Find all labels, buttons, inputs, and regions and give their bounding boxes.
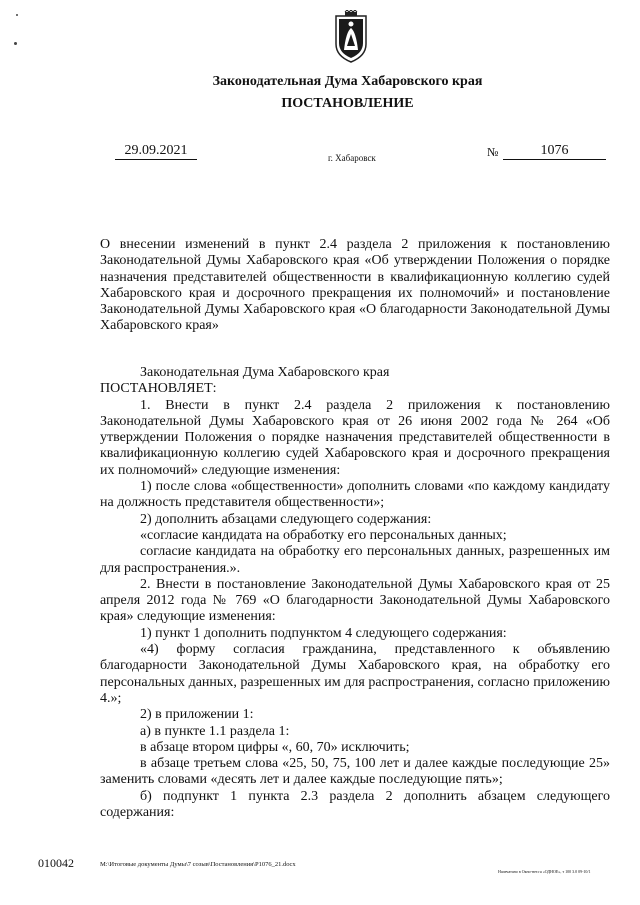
body-paragraph: а) в пункте 1.1 раздела 1: [140, 723, 290, 739]
body-paragraph: 1. Внести в пункт 2.4 раздела 2 приложения к постановлению Законодательной Думы Хабаровского края от 26 июня 2002 года № 264 «Об утверждении Положения о порядке назначения представителей общественности в квалификационную коллегию судей Хабаровского края и досрочного прекращения их полномочий» следующие изменения: [100, 397, 610, 478]
document-date: 29.09.2021 [115, 142, 197, 160]
document-title [100, 237, 610, 335]
footer-code: 010042 [38, 856, 74, 870]
footer-print-stamp: Напечатано в Окно-нет.ru «ОДНОЕ», т 100 3.0 09-10/1 [498, 869, 591, 874]
body-paragraph: 2. Внести в постановление Законодательной Думы Хабаровского края от 25 апреля 2012 года № 769 «О благодарности Законодательной Думы Хабаровского края» следующие изменения: [100, 576, 610, 625]
footer-file-path: M:\Итоговые документы Думы\7 созыв\Постановления\P1076_21.docx [100, 861, 296, 868]
body-paragraph: в абзаце третьем слова «25, 50, 75, 100 лет и далее каждые последующие 25» заменить словами «десять лет и далее каждые последующие пять»; [100, 756, 610, 788]
document-number: 1076 [503, 142, 606, 160]
document-body [100, 365, 610, 821]
document-city: г. Хабаровск [328, 153, 376, 163]
scan-speck [14, 42, 17, 45]
body-paragraph: согласие кандидата на обработку его персональных данных, разрешенных им для распространения.». [100, 544, 610, 576]
body-paragraph: 1) после слова «общественности» дополнить словами «по каждому кандидату на должность представителя общественности»; [100, 479, 610, 511]
coat-of-arms-emblem [330, 10, 372, 64]
number-label: № [487, 145, 499, 159]
body-paragraph: в абзаце втором цифры «, 60, 70» исключить; [140, 739, 410, 755]
organization-name: Законодательная Дума Хабаровского края [212, 74, 483, 89]
body-paragraph: ПОСТАНОВЛЯЕТ: [100, 381, 217, 397]
title-paragraph: О внесении изменений в пункт 2.4 раздела 2 приложения к постановлению Законодательной Думы Хабаровского края «Об утверждении Положения о порядке назначения представителей общественности в квалификационную коллегию судей Хабаровского края и досрочного прекращения их полномочий» и постановление Законодательной Думы Хабаровского края «О благодарности Законодательной Думы Хабаровского края» [100, 237, 610, 334]
body-paragraph: Законодательная Дума Хабаровского края [140, 365, 390, 380]
body-paragraph: б) подпункт 1 пункта 2.3 раздела 2 дополнить абзацем следующего содержания: [100, 788, 610, 821]
body-paragraph: 2) дополнить абзацами следующего содержания: [140, 511, 432, 527]
scan-speck [16, 14, 18, 16]
body-paragraph: 2) в приложении 1: [140, 707, 254, 723]
document-type: ПОСТАНОВЛЕНИЕ [281, 96, 414, 111]
body-paragraph: «4) форму согласия гражданина, представленного к объявлению благодарности Законодательной Думы Хабаровского края, на обработку его персональных данных, разрешенных им для распространения, согласно приложению 4.»; [100, 642, 610, 706]
body-paragraph: 1) пункт 1 дополнить подпунктом 4 следующего содержания: [140, 625, 507, 641]
body-paragraph: «согласие кандидата на обработку его персональных данных; [140, 527, 507, 543]
